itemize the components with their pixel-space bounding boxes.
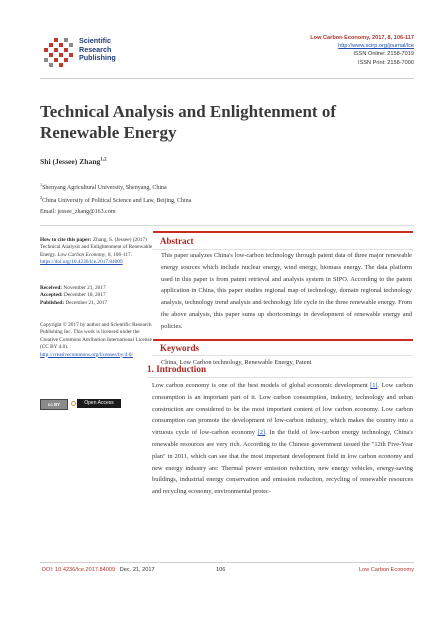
abstract-heading: Abstract [160, 236, 194, 246]
issn-print: ISSN Print: 2158-7000 [358, 59, 414, 66]
paper-title [40, 101, 400, 143]
accepted-label: Accepted: [40, 292, 63, 299]
journal-info [310, 34, 414, 67]
footer-divider [40, 562, 414, 563]
open-access-badge: Open Access [77, 399, 121, 408]
affiliation-text: China University of Political Science and Law, Beijing, China [42, 198, 192, 205]
affiliation-line [40, 193, 191, 206]
cite-doi-link[interactable]: https://doi.org/10.4236/lce.2017.84009 [40, 259, 123, 266]
scientific-research-publishing-logo [42, 34, 78, 70]
publisher-name [79, 37, 116, 63]
keywords-top-bar [153, 339, 413, 341]
reference-link[interactable]: [2] [257, 429, 266, 437]
author-text: Shi (Jessee) Zhang [40, 157, 101, 166]
affiliations [40, 180, 191, 217]
publisher-line: Scientific [79, 36, 111, 45]
affiliation-text: Shenyang Agricultural University, Shenyang, China [42, 185, 167, 191]
how-to-cite [40, 237, 158, 267]
abstract-text: This paper analyzes China's low-carbon technology through patent data of three major renewable energy sources which include nuclear energy, wind energy, biomass energy. The data platform used in this paper is from patent retrieval and analysis system in SIPO. According to the patent application in China, this paper studies regional map of technology, domain regional technology analysis, technology trend analysis and technology life cycle in the three renewable energy. From the above analysis, this paper sums up shortcomings in development of renewable energy and policies. [161, 252, 412, 330]
page-footer [42, 567, 414, 577]
published-label: Published: [40, 299, 65, 306]
intro-text-part: . In the field of low-carbon energy technology, China's renewable resources are very rich. According to the Chinese government issued the "12th Five-Year plan" in 2011, which can see that the most important development field in low carbon economy and new energy industry are: Thermal power emission reduction, new energy vehicles, energy-saving buildings, industrial energy conservation and emission reduction, recycling of renewable resources and recycling economy, environmental protec- [152, 429, 413, 496]
author-email: Email: jessee_zhang@163.com [40, 208, 116, 215]
affiliation-sup: 1 [40, 182, 43, 187]
author-name [40, 157, 107, 166]
issn-online: ISSN Online: 2158-7019 [353, 51, 414, 58]
reference-link[interactable]: [1] [370, 382, 378, 389]
publisher-line: Research [79, 44, 112, 54]
intro-text-part: . Low carbon consumption is an important part of it. Low carbon consumption, industry, technology and urban construction are considered to be the most important content of low carbon economy. Low carbon consumption can promote the development of low-carbon industry, which makes the country into a virtuous cycle of low-carbon economy [152, 382, 413, 437]
title-divider [40, 225, 414, 226]
copyright-notice [40, 322, 158, 359]
title-line: Renewable Energy [40, 123, 177, 142]
footer-date: Dec. 21, 2017 [119, 567, 155, 573]
keywords-heading: Keywords [160, 343, 199, 353]
footer-doi [42, 567, 155, 573]
footer-journal: Low Carbon Economy [358, 567, 414, 573]
publisher-line: Publishing [79, 53, 116, 62]
intro-divider [147, 377, 413, 378]
page-number: 106 [216, 567, 226, 573]
journal-url-link[interactable]: http://www.scirp.org/journal/lce [338, 43, 414, 50]
license-link[interactable]: http://creativecommons.org/licenses/by/4.0/ [40, 351, 133, 358]
header-divider [40, 78, 414, 79]
published-date: December 21, 2017 [65, 299, 108, 306]
keywords-text: China, Low Carbon technology, Renewable Energy, Patent [161, 359, 312, 366]
publication-dates [40, 285, 158, 307]
received-label: Received: [40, 285, 63, 291]
keywords-divider [153, 355, 413, 356]
open-access-icon [71, 401, 76, 406]
title-line: Technical Analysis and Enlightenment of [40, 102, 336, 121]
cite-label: How to cite this paper: [40, 237, 92, 243]
journal-citation-line: Low Carbon Economy, 2017, 8, 106-117 [310, 35, 414, 41]
intro-text-part: Low carbon economy is one of the best models of global economic development [152, 382, 371, 389]
received-date: November 21, 2017 [63, 285, 106, 291]
cite-journal: Low Carbon Economy [57, 251, 106, 258]
copyright-text: Copyright © 2017 by author and Scientific Research Publishing Inc. This work is licensed under the Creative Commons Attribution International License (CC BY 4.0). [40, 322, 152, 351]
published-line [40, 300, 158, 307]
accepted-line [40, 292, 158, 299]
received-line [40, 285, 158, 292]
cc-by-badge[interactable]: cc BY [40, 399, 68, 410]
abstract-top-bar [153, 231, 413, 233]
affiliation-line [40, 180, 191, 193]
cite-volume: , 8, 106-117. [105, 251, 132, 258]
affiliation-sup: 2 [40, 195, 43, 201]
introduction-heading: 1. Introduction [147, 364, 207, 374]
cite-text: Zhang, S. (Jessee) (2017) Technical Analysis and Enlightenment of Renewable Energy. [40, 237, 153, 258]
author-affil-sup: 1,2 [100, 157, 107, 163]
accepted-date: December 18, 2017 [63, 292, 106, 299]
introduction-text [152, 380, 413, 498]
footer-doi-text: DOI: 10.4236/lce.2017.84009 [42, 567, 116, 573]
